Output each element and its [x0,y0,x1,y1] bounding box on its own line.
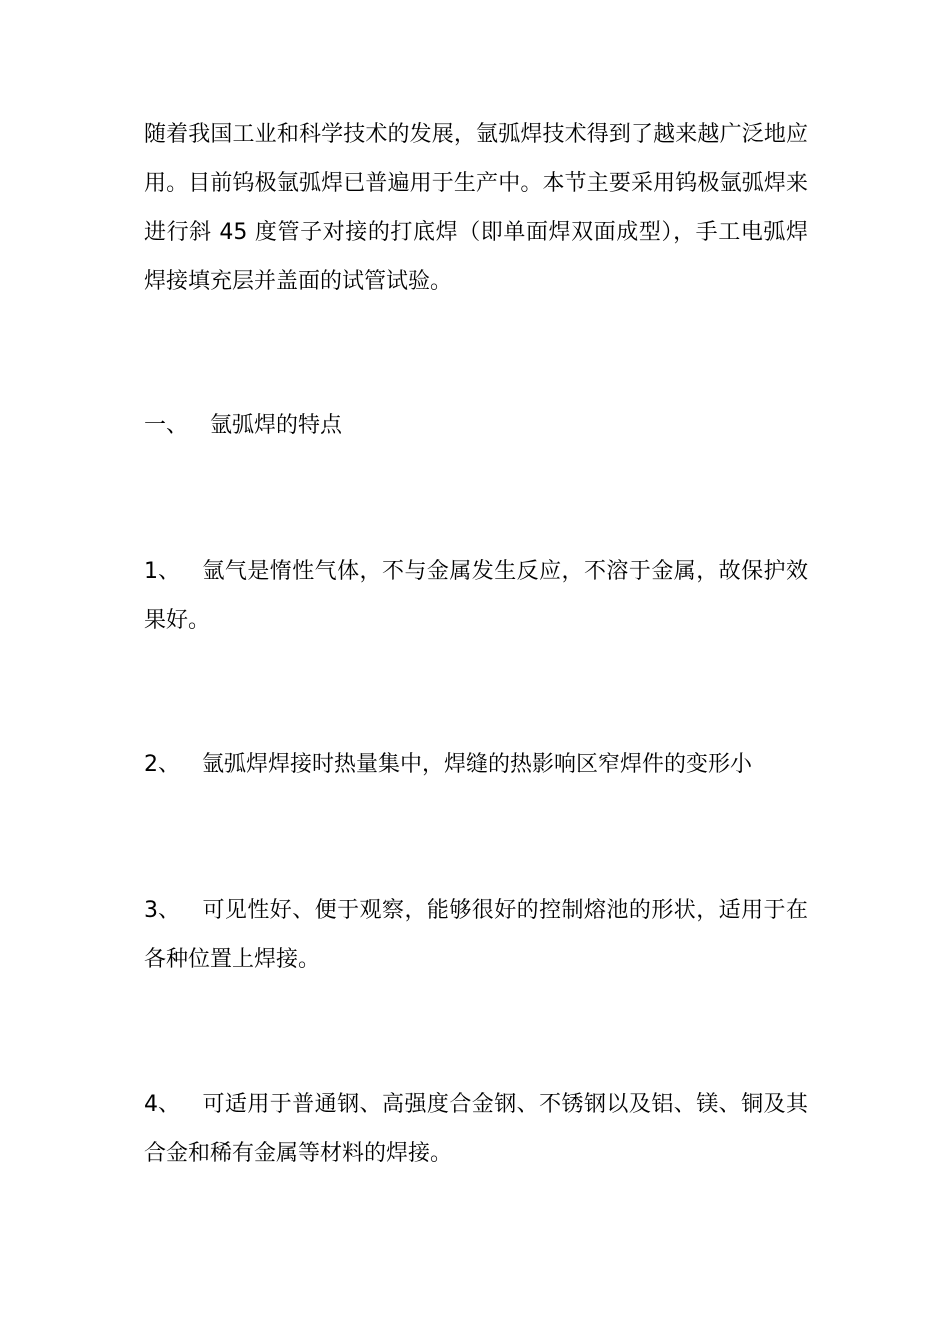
list-item-number: 2、 [144,752,180,777]
list-item-text: 可适用于普通钢、高强度合金钢、不锈钢以及铝、镁、铜及其合金和稀有金属等材料的焊接。 [144,1092,808,1166]
list-item-text: 可见性好、便于观察，能够很好的控制熔池的形状，适用于在各种位置上焊接。 [144,898,808,972]
list-item [144,740,808,789]
list-item-number: 4、 [144,1092,180,1117]
section-number: 一、 [144,413,189,438]
intro-paragraph: 随着我国工业和科学技术的发展，氩弧焊技术得到了越来越广泛地应用。目前钨极氩弧焊已普遍用于生产中。本节主要采用钨极氩弧焊来进行斜 45 度管子对接的打底焊（即单面焊双面成型），手工电弧焊焊接填充层并盖面的试管试验。 [144,122,808,294]
list-item-text: 氩弧焊焊接时热量集中，焊缝的热影响区窄焊件的变形小 [202,752,753,777]
list-item-number: 1、 [144,559,180,584]
section-heading [144,401,808,450]
list-item [144,1080,808,1178]
list-item [144,886,808,984]
list-item-text: 氩气是惰性气体，不与金属发生反应，不溶于金属，故保护效果好。 [144,559,808,633]
list-item-number: 3、 [144,898,180,923]
list-item [144,547,808,645]
section-title: 氩弧焊的特点 [210,413,343,438]
